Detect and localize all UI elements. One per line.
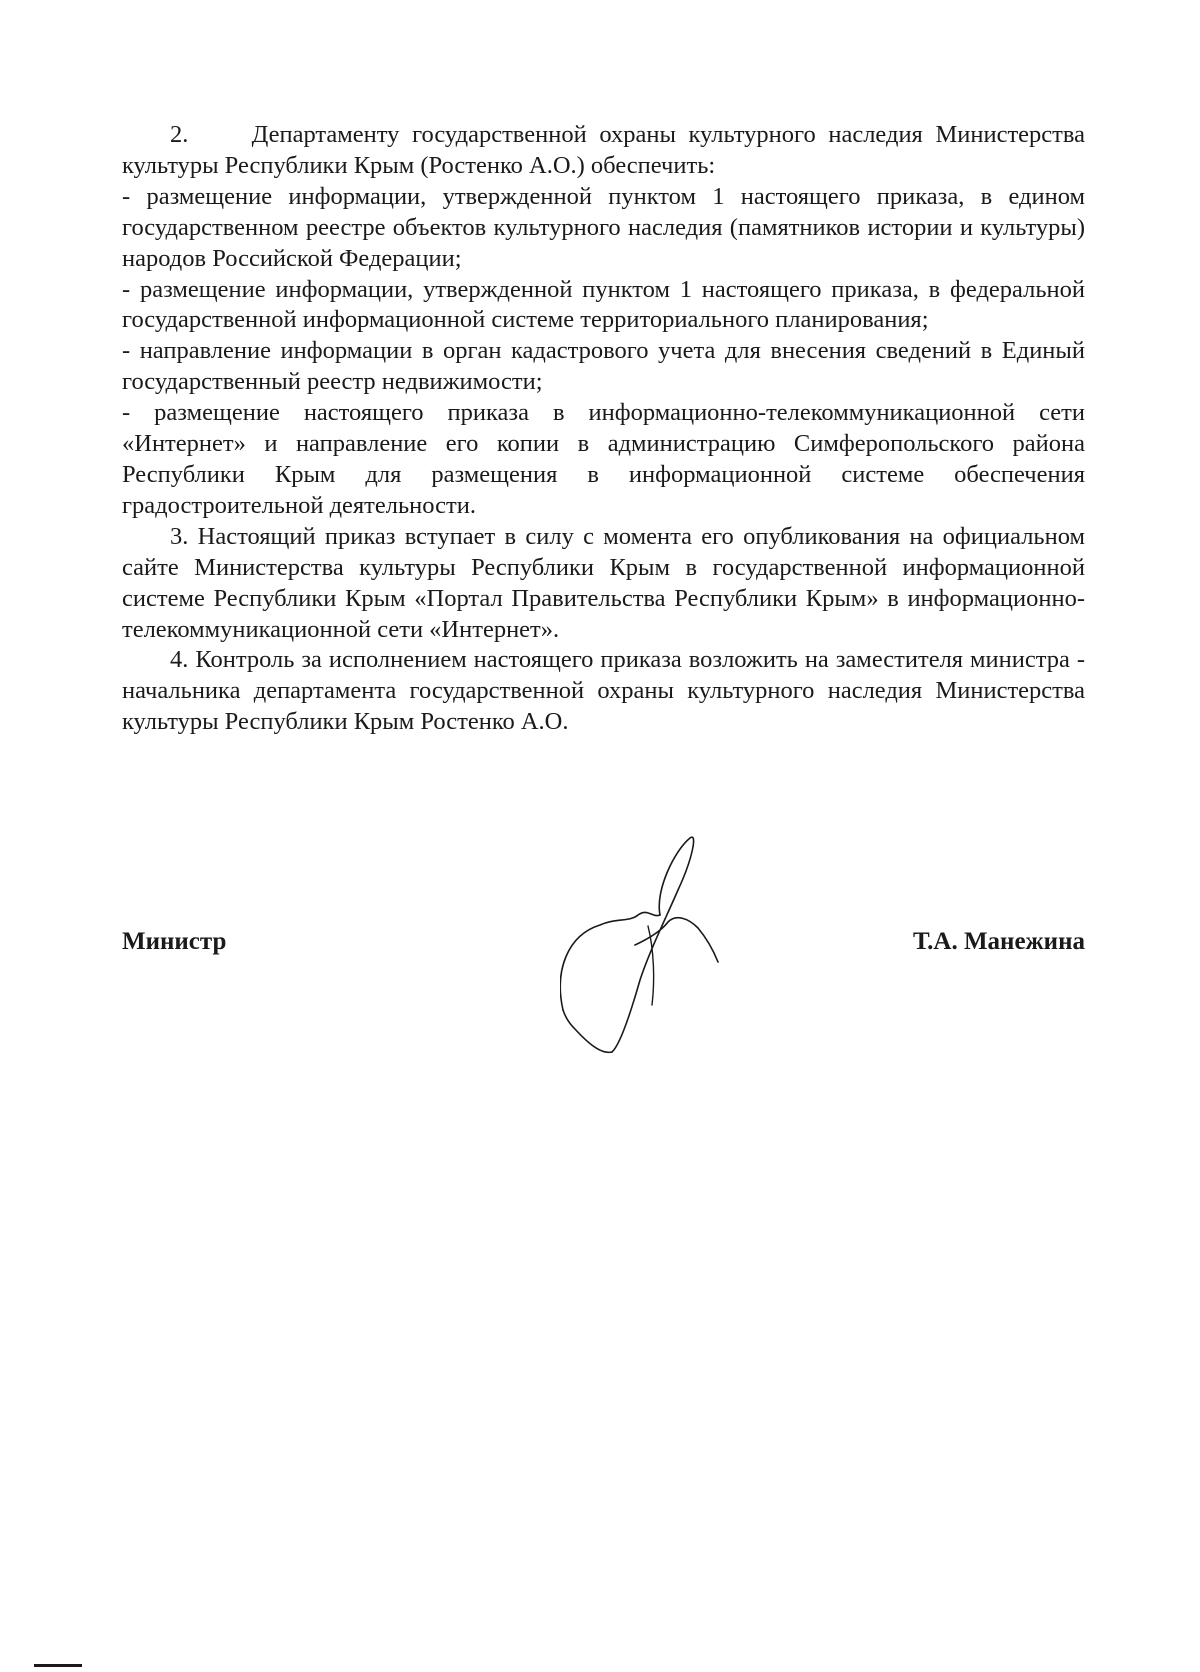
- document-body: [122, 120, 1085, 738]
- paragraph-item-2: 2. Департаменту государственной охраны культурного наследия Министерства культуры Республики Крым (Ростенко А.О.) обеспечить:: [122, 121, 1085, 179]
- paragraph-item-2-bullet-3: - направление информации в орган кадастрового учета для внесения сведений в Единый государственный реестр недвижимости;: [122, 337, 1085, 396]
- paragraph-item-2-bullet-2: - размещение информации, утвержденной пунктом 1 настоящего приказа, в федеральной государственной информационной системе территориального планирования;: [122, 275, 1085, 334]
- signatory-title: Министр: [122, 928, 227, 955]
- signature-block: [122, 926, 1085, 966]
- scan-edge-mark: [34, 1664, 82, 1667]
- paragraph-item-3: 3. Настоящий приказ вступает в силу с момента его опубликования на официальном сайте Министерства культуры Республики Крым в государственной информационной системе Республики Крым «Портал Правительства Республики Крым» в информационно-телекоммуникационной сети «Интернет».: [122, 522, 1085, 643]
- paragraph-item-4: 4. Контроль за исполнением настоящего приказа возложить на заместителя министра - начальника департамента государственной охраны культурного наследия Министерства культуры Республики Крым Ростенко А.О.: [122, 646, 1085, 736]
- signatory-name: Т.А. Манежина: [912, 928, 1085, 955]
- paragraph-item-2-bullet-1: - размещение информации, утвержденной пунктом 1 настоящего приказа, в едином государственном реестре объектов культурного наследия (памятников истории и культуры) народов Российской Федерации;: [122, 182, 1085, 272]
- paragraph-item-2-bullet-4: - размещение настоящего приказа в информационно-телекоммуникационной сети «Интернет» и направление его копии в администрацию Симферопольского района Республики Крым для размещения в информационной системе обеспечения градостроительной деятельности.: [122, 399, 1085, 519]
